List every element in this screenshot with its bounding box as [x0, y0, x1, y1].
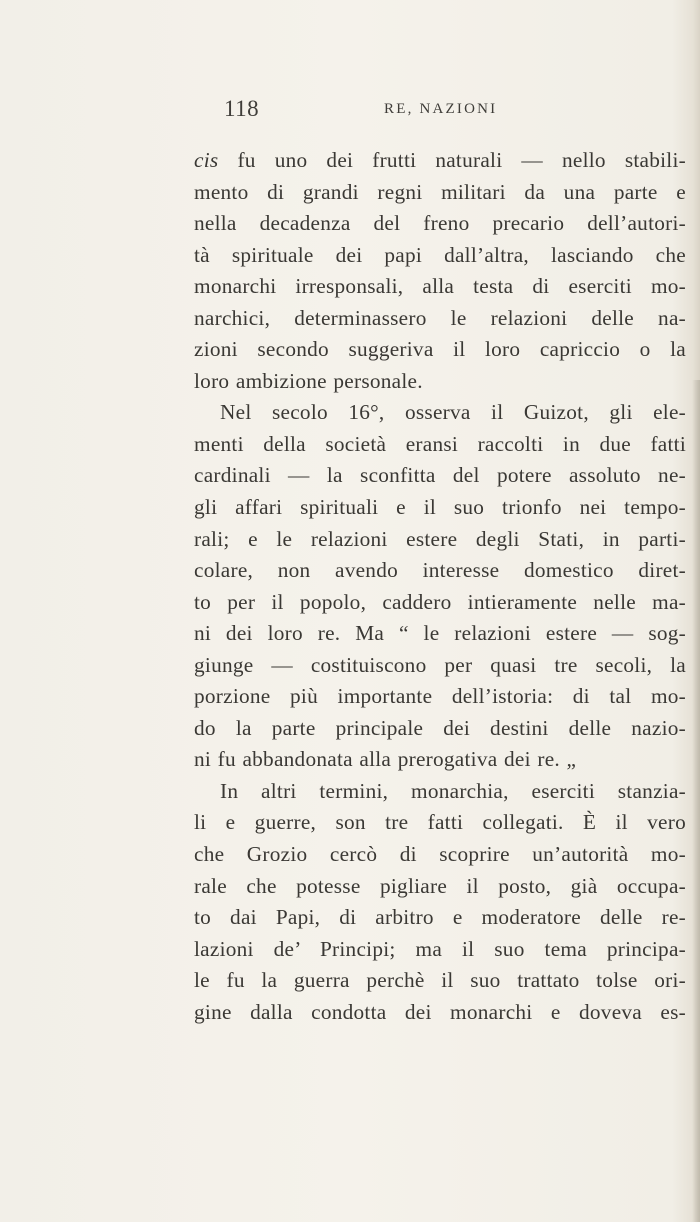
page-header	[0, 96, 700, 130]
text-line: mento di grandi regni militari da una parte e	[194, 179, 686, 204]
text-line: menti della società eransi raccolti in due fatti	[194, 431, 686, 456]
text-line: narchici, determinassero le relazioni delle na-	[194, 305, 686, 330]
text-line: rale che potesse pigliare il posto, già occupa-	[194, 873, 686, 898]
text-line: cardinali — la sconfitta del potere assoluto ne-	[194, 463, 686, 488]
text-line: colare, non avendo interesse domestico diret-	[194, 558, 686, 583]
text-line: lazioni de’ Principi; ma il suo tema principa-	[194, 936, 686, 961]
text-line: gli affari spirituali e il suo trionfo nei tempo-	[194, 495, 686, 520]
paragraph-start-line: Nel secolo 16°, osserva il Guizot, gli ele-	[220, 400, 686, 425]
text-line: che Grozio cercò di scoprire un’autorità mo-	[194, 842, 686, 867]
text-line: do la parte principale dei destini delle nazio-	[194, 715, 686, 740]
text-line: porzione più importante dell’istoria: di tal mo-	[194, 684, 686, 709]
page-number: 118	[224, 96, 260, 121]
text-line: monarchi irresponsali, alla testa di eserciti mo-	[194, 274, 686, 299]
paragraph-end-line: ni fu abbandonata alla prerogativa dei re. „	[194, 747, 577, 772]
text-line: gine dalla condotta dei monarchi e doveva es-	[194, 999, 686, 1024]
text-line: li e guerre, son tre fatti collegati. È il vero	[194, 810, 686, 835]
text-line: to per il popolo, caddero intieramente nelle ma-	[194, 589, 686, 614]
text-line: rali; e le relazioni estere degli Stati, in parti-	[194, 526, 686, 551]
page-edge-shadow	[692, 380, 700, 1222]
text-line: to dai Papi, di arbitro e moderatore delle re-	[194, 905, 686, 930]
text-line: giunge — costituiscono per quasi tre secoli, la	[194, 652, 686, 677]
text-line: nella decadenza del freno precario dell’autori-	[194, 211, 686, 236]
text-line: le fu la guerra perchè il suo trattato tolse ori-	[194, 968, 686, 993]
text-line: cis fu uno dei frutti naturali — nello stabili-	[194, 148, 686, 172]
body-text	[194, 145, 686, 1028]
italic-word: cis	[194, 148, 219, 172]
paragraph-end-line: loro ambizione personale.	[194, 368, 423, 393]
running-head: RE, NAZIONI	[384, 101, 498, 117]
paragraph-start-line: In altri termini, monarchia, eserciti stanzia-	[220, 778, 686, 803]
text-line: zioni secondo suggeriva il loro capriccio o la	[194, 337, 686, 362]
text-line: ni dei loro re. Ma “ le relazioni estere — sog-	[194, 621, 686, 646]
text-line: tà spirituale dei papi dall’altra, lasciando che	[194, 242, 686, 267]
